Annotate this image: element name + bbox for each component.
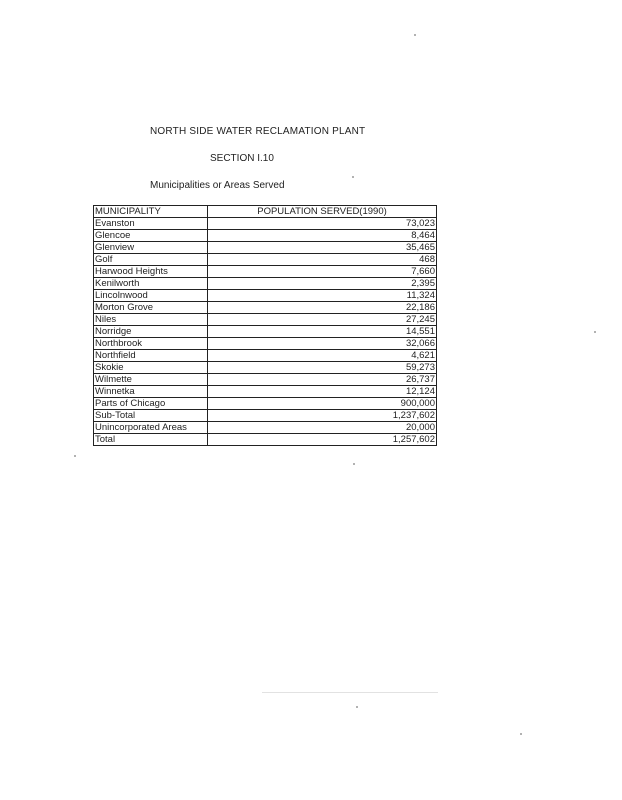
population-cell: 20,000: [208, 422, 437, 434]
table-row: [94, 410, 437, 422]
population-cell: 2,395: [208, 278, 437, 290]
table-row: [94, 350, 437, 362]
municipality-cell: Parts of Chicago: [94, 398, 208, 410]
population-cell: 32,066: [208, 338, 437, 350]
table-body: [94, 218, 437, 446]
scan-line: [262, 692, 438, 693]
population-cell: 900,000: [208, 398, 437, 410]
scan-speck: [74, 455, 76, 457]
population-cell: 22,186: [208, 302, 437, 314]
scan-speck: [352, 176, 354, 178]
table-row: [94, 302, 437, 314]
table-row: [94, 374, 437, 386]
document-title: NORTH SIDE WATER RECLAMATION PLANT: [150, 126, 366, 137]
scan-speck: [353, 463, 355, 465]
population-cell: 73,023: [208, 218, 437, 230]
population-cell: 14,551: [208, 326, 437, 338]
municipality-cell: Golf: [94, 254, 208, 266]
municipalities-table: [93, 205, 437, 446]
municipality-cell: Morton Grove: [94, 302, 208, 314]
municipality-cell: Kenilworth: [94, 278, 208, 290]
population-cell: 8,464: [208, 230, 437, 242]
table-row: [94, 290, 437, 302]
municipality-cell: Niles: [94, 314, 208, 326]
scan-speck: [520, 733, 522, 735]
population-cell: 1,257,602: [208, 434, 437, 446]
municipality-cell: Skokie: [94, 362, 208, 374]
municipality-cell: Wilmette: [94, 374, 208, 386]
table-header-row: [94, 206, 437, 218]
table-row: [94, 398, 437, 410]
municipality-cell: Glenview: [94, 242, 208, 254]
table-row: [94, 242, 437, 254]
table-caption: Municipalities or Areas Served: [150, 180, 285, 191]
table-row: [94, 326, 437, 338]
population-cell: 468: [208, 254, 437, 266]
population-cell: 59,273: [208, 362, 437, 374]
population-cell: 12,124: [208, 386, 437, 398]
table-row: [94, 230, 437, 242]
population-cell: 1,237,602: [208, 410, 437, 422]
table-row: [94, 254, 437, 266]
table-row: [94, 422, 437, 434]
table-row: [94, 266, 437, 278]
table-row: [94, 278, 437, 290]
municipality-cell: Northfield: [94, 350, 208, 362]
population-cell: 4,621: [208, 350, 437, 362]
table-row: [94, 362, 437, 374]
municipality-cell: Harwood Heights: [94, 266, 208, 278]
municipality-cell: Norridge: [94, 326, 208, 338]
population-cell: 7,660: [208, 266, 437, 278]
table-row: [94, 338, 437, 350]
municipality-column-header: MUNICIPALITY: [94, 206, 208, 218]
table-row: [94, 314, 437, 326]
municipality-cell: Northbrook: [94, 338, 208, 350]
table-row: [94, 386, 437, 398]
municipality-cell: Evanston: [94, 218, 208, 230]
municipality-cell: Lincolnwood: [94, 290, 208, 302]
table-row: [94, 218, 437, 230]
section-heading: SECTION I.10: [210, 153, 274, 164]
scan-speck: [356, 706, 358, 708]
population-cell: 11,324: [208, 290, 437, 302]
population-cell: 26,737: [208, 374, 437, 386]
scan-speck: [414, 34, 416, 36]
scan-speck: [594, 331, 596, 333]
municipality-cell: Total: [94, 434, 208, 446]
population-cell: 35,465: [208, 242, 437, 254]
municipality-cell: Sub-Total: [94, 410, 208, 422]
population-column-header: POPULATION SERVED(1990): [208, 206, 437, 218]
municipality-cell: Winnetka: [94, 386, 208, 398]
municipality-cell: Glencoe: [94, 230, 208, 242]
population-cell: 27,245: [208, 314, 437, 326]
table-row: [94, 434, 437, 446]
municipality-cell: Unincorporated Areas: [94, 422, 208, 434]
